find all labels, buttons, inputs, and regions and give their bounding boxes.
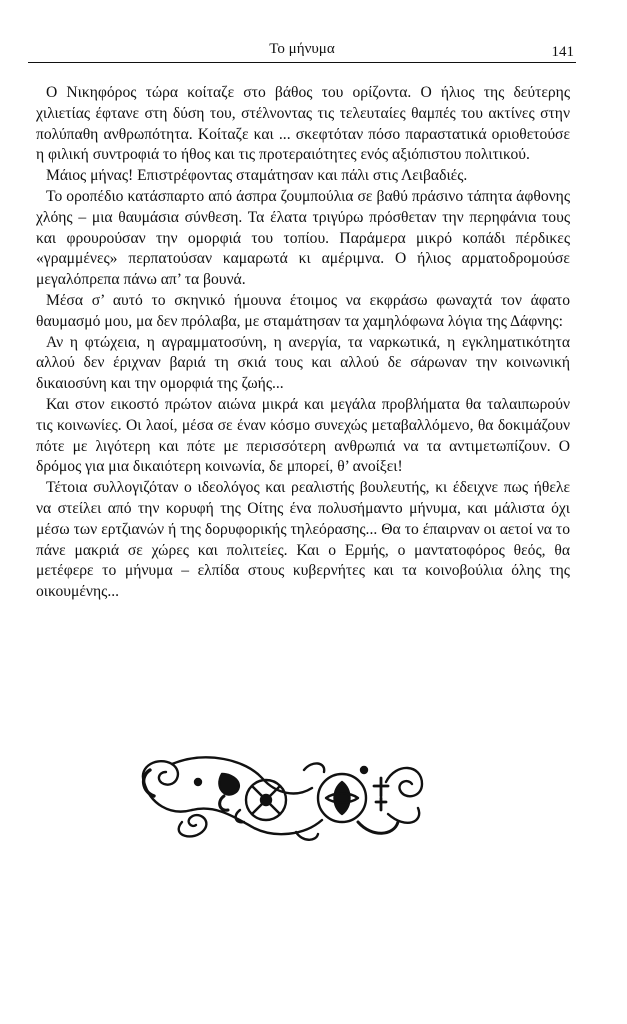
- floral-scroll-ornament-icon: [136, 752, 426, 844]
- page-number: 141: [551, 44, 574, 60]
- running-head: [28, 40, 576, 63]
- paragraph-4: Μέσα σ’ αυτό το σκηνικό ήμουνα έτοιμος να εκφράσω φωναχτά τον άφατο θαυμασμό μου, μα δεν πρόλαβα, με σταμάτησαν τα χαμηλόφωνα λόγια της Δάφνης:: [36, 291, 570, 330]
- paragraph-6: Και στον εικοστό πρώτον αιώνα μικρά και μεγάλα προβλήματα θα ταλαιπωρούν τις κοινωνίες. Οι λαοί, μέσα σε έναν κόσμο συνεχώς μεταβαλλόμενο, θα δοκιμάζουν πότε με λιγότερη και πότε με περισσότερη ανθρωπιά να τα αντιμετωπίζουν. Ο δρόμος για μια δικαιότερη κοινωνία, δε μπορεί, θ’ ανοίξει!: [36, 395, 570, 476]
- paragraph-5: Αν η φτώχεια, η αγραμματοσύνη, η ανεργία, τα ναρκωτικά, η εγκληματικότητα αλλού δεν έριχναν βαριά τη σκιά τους και αλλού δε σάρωναν την κοινωνική δικαιοσύνη και την ομορφιά της ζωής...: [36, 333, 570, 393]
- body-text: [36, 83, 570, 603]
- running-title: Το μήνυμα: [269, 41, 335, 57]
- paragraph-3: Το οροπέδιο κατάσπαρτο από άσπρα ζουμπούλια σε βαθύ πράσινο τάπητα άφθονης χλόης – μια θαυμάσια σύνθεση. Τα έλατα τριγύρω πρόσθεταν την περηφάνια τους και φρουρούσαν την ομορφιά του τοπίου. Παράμερα μικρό κοπάδι πέρδικες «γραμμένες» περπατούσαν καμαρωτά κι αμέριμνα. Ο ήλιος αρματοδρομούσε μεγαλόπρεπα πάνω απ’ τα βουνά.: [36, 187, 570, 289]
- paragraph-2: Μάιος μήνας! Επιστρέφοντας σταμάτησαν και πάλι στις Λειβαδιές.: [46, 167, 468, 185]
- paragraph-7: Τέτοια συλλογιζόταν ο ιδεολόγος και ρεαλιστής βουλευτής, κι έδειχνε πως ήθελε να στείλει από την κορυφή της Οίτης ένα πολυσήμαντο μήνυμα, και μάλιστα όχι μέσω των ερτζιανών ή της δορυφορικής τηλεόρασης... Θα το έπαιρναν οι αετοί να το πάνε μακριά σε χώρες και πολιτείες. Και ο Ερμής, ο μαντατοφόρος θεός, θα μετέφερε το μήνυμα – ελπίδα στους κυβερνήτες και τα κοινοβούλια όλης της οικουμένης...: [36, 479, 570, 601]
- paragraph-1: Ο Νικηφόρος τώρα κοίταζε στο βάθος του ορίζοντα. Ο ήλιος της δεύτερης χιλιετίας έφτανε στη δύση του, στέλνοντας τις τελευταίες θαμπές του ακτίνες στην πολύπαθη ανθρωπότητα. Κοίταζε και ... σκεφτόταν πόσο παραστατικά οριοθετούσε η φιλική συντροφιά το ήθος και τις προτεραιότητες ενός αξιόπιστου πολιτικού.: [36, 84, 570, 164]
